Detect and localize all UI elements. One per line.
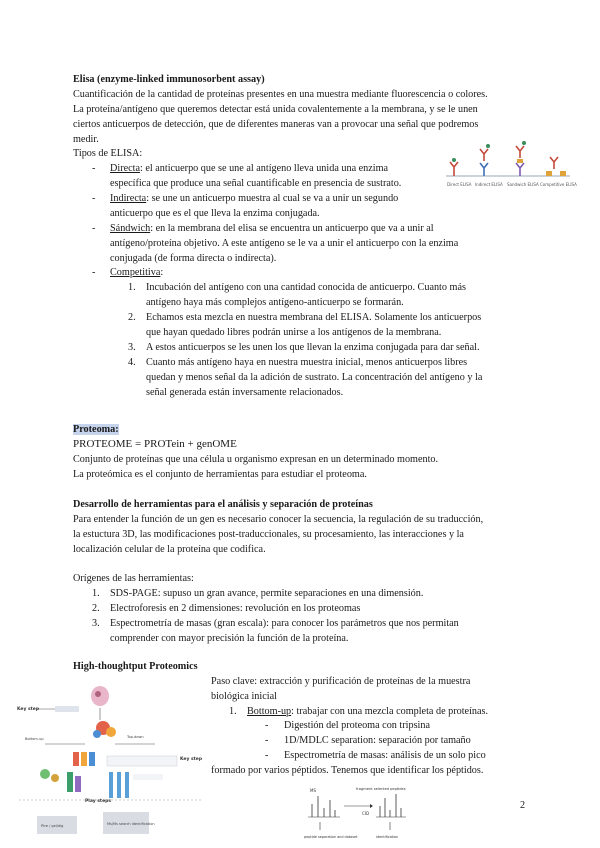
- sandwich-elisa-diagram: [516, 141, 526, 176]
- proteomica-definition: La proteómica es el conjunto de herramientas para estudiar el proteoma.: [73, 469, 367, 480]
- figure-label: Bottom-up: [25, 737, 44, 741]
- elisa-para-line: La proteína/antígeno que queremos detectar está unida covalentemente a la membrana, y se le unen: [73, 104, 478, 115]
- step-number: 3.: [128, 342, 136, 353]
- bullet-dash: -: [265, 750, 269, 761]
- figure-label: Ptre / gel/dig: [41, 824, 64, 828]
- mass-spec-figure: [300, 782, 410, 844]
- figure-label: MS: [310, 788, 316, 793]
- direct-elisa-diagram: [450, 158, 458, 176]
- proteoma-heading: Proteoma:: [73, 424, 119, 435]
- figure-label: peptide separation and dataset: [304, 835, 358, 839]
- htp-key-step-cont: biológica inicial: [211, 691, 277, 702]
- origin-item: SDS-PAGE: supuso un gran avance, permite separaciones en una dimensión.: [110, 588, 424, 599]
- competitive-elisa-diagram: [546, 157, 566, 176]
- bullet-dash: -: [265, 735, 269, 746]
- figure-label: Ms/Ms search identification: [107, 822, 155, 826]
- bottom-up-subitem: Digestión del proteoma con tripsina: [284, 720, 430, 731]
- bottom-up-item: Bottom-up: trabajar con una mezcla completa de proteínas.: [247, 706, 489, 717]
- proteomics-workflow-figure: [15, 680, 205, 840]
- origin-item: Electroforesis en 2 dimensiones: revolución en los proteomas: [110, 603, 361, 614]
- indirect-elisa-diagram: [480, 144, 490, 176]
- htp-heading: High-thoughtput Proteomics: [73, 661, 198, 672]
- competitive-step-cont: quedan y menos señal da la adición de sustrato. La concentración del antígeno y la: [146, 372, 483, 383]
- step-number: 2.: [128, 312, 136, 323]
- competitive-step: A estos anticuerpos se les unen los que llevan la enzima conjugada para dar señal.: [146, 342, 480, 353]
- figure-label: Play steps: [85, 799, 112, 804]
- competitive-step: Cuanto más antígeno haya en nuestra muestra inicial, menos anticuerpos libres: [146, 357, 468, 368]
- desarrollo-para-line: Para entender la función de un gen es necesario conocer la secuencia, la regulación de su traducción,: [73, 514, 484, 525]
- bullet-dash: -: [92, 267, 96, 278]
- competitive-step-cont: antígeno haya más complejos antígeno-anticuerpo se formarán.: [146, 297, 404, 308]
- bullet-dash: -: [92, 163, 96, 174]
- elisa-para-line: medir.: [73, 134, 99, 145]
- competitive-step-cont: señal generada están inversamente relacionados.: [146, 387, 344, 398]
- item-number: 1.: [229, 706, 237, 717]
- figure-label: Key step: [180, 757, 203, 762]
- figure-label: identification: [376, 835, 399, 839]
- sample-box: [55, 706, 79, 712]
- desarrollo-para-line: localización celular de la proteína que codifica.: [73, 544, 266, 555]
- origin-item: Espectrometría de masas (gran escala): para conocer los parámetros que nos permitan: [110, 618, 459, 629]
- htp-key-step: Paso clave: extracción y purificación de proteínas de la muestra: [211, 676, 471, 687]
- figure-label: Sandwich ELISA: [507, 182, 539, 187]
- figure-label: CID: [362, 811, 370, 816]
- item-number: 1.: [92, 588, 100, 599]
- bottom-up-subitem-cont: formado por varios péptidos. Tenemos que identificar los péptidos.: [211, 765, 484, 776]
- elisa-type-sandwich: Sándwich: en la membrana del elisa se encuentra un anticuerpo que va a unir al: [110, 223, 434, 234]
- elisa-type-indirecta-cont: anticuerpo que es el que lleva la enzima conjugada.: [110, 208, 320, 219]
- ms-spectrum: [308, 796, 340, 817]
- elisa-type-directa-cont: específica que produce una señal cuantificable en presencia de sustrato.: [110, 178, 402, 189]
- figure-label: Indirect ELISA: [475, 182, 503, 187]
- elisa-type-directa: Directa: el anticuerpo que se une al antígeno lleva unida una enzima: [110, 163, 389, 174]
- proteoma-definition: Conjunto de proteínas que una célula u organismo expresan en un determinado momento.: [73, 454, 439, 465]
- elisa-type-sandwich-cont: conjugada (de forma directa o indirecta).: [110, 253, 277, 264]
- competitive-step-cont: que hayan quedado libres podrán unirse a los antígenos de la membrana.: [146, 327, 442, 338]
- origin-item-cont: comprender con mayor precisión la función de la proteína.: [110, 633, 349, 644]
- bottom-up-subitem: 1D/MDLC separation: separación por tamaño: [284, 735, 471, 746]
- step-number: 4.: [128, 357, 136, 368]
- bottom-up-subitem: Espectrometría de masas: análisis de un solo pico: [284, 750, 486, 761]
- msms-spectrum: [376, 794, 406, 817]
- competitive-step: Incubación del antígeno con una cantidad conocida de anticuerpo. Cuanto más: [146, 282, 466, 293]
- elisa-types-figure: [444, 136, 577, 194]
- proteome-formula: PROTEOME = PROTein + genOME: [73, 438, 237, 450]
- desarrollo-para-line: la estuctura 3D, las modificaciones post-traduccionales, su procesamiento, las interacciones y la: [73, 529, 464, 540]
- item-number: 3.: [92, 618, 100, 629]
- figure-label: Competitive ELISA: [540, 182, 577, 187]
- figure-label: Key step: [17, 707, 40, 712]
- bullet-dash: -: [265, 720, 269, 731]
- figure-label: fragment selected peptides: [356, 787, 406, 791]
- figure-label: Top-down: [127, 735, 144, 739]
- elisa-type-sandwich-cont: antígeno/proteína objetivo. A este antígeno se le va a unir el anticuerpo con la enzima: [110, 238, 459, 249]
- elisa-type-indirecta: Indirecta: se une un anticuerpo muestra al cual se va a unir un segundo: [110, 193, 399, 204]
- elisa-heading: Elisa (enzyme-linked immunosorbent assay): [73, 74, 265, 85]
- origins-label: Orígenes de las herramientas:: [73, 573, 194, 584]
- elisa-definition: Cuantificación de la cantidad de proteínas presentes en una muestra mediante fluorescencia o colores.: [73, 89, 488, 100]
- item-number: 2.: [92, 603, 100, 614]
- bullet-dash: -: [92, 193, 96, 204]
- desarrollo-heading: Desarrollo de herramientas para el análisis y separación de proteínas: [73, 499, 373, 510]
- elisa-type-competitiva: Competitiva:: [110, 267, 164, 278]
- page-number: 2: [520, 800, 526, 811]
- step-number: 1.: [128, 282, 136, 293]
- elisa-types-label: Tipos de ELISA:: [73, 148, 143, 159]
- elisa-para-line: ciertos anticuerpos de detección, que de diferentes maneras van a provocar una señal que podremos: [73, 119, 479, 130]
- figure-label: Direct ELISA: [447, 182, 472, 187]
- competitive-step: Echamos esta mezcla en nuestra membrana del ELISA. Solamente los anticuerpos: [146, 312, 482, 323]
- bullet-dash: -: [92, 223, 96, 234]
